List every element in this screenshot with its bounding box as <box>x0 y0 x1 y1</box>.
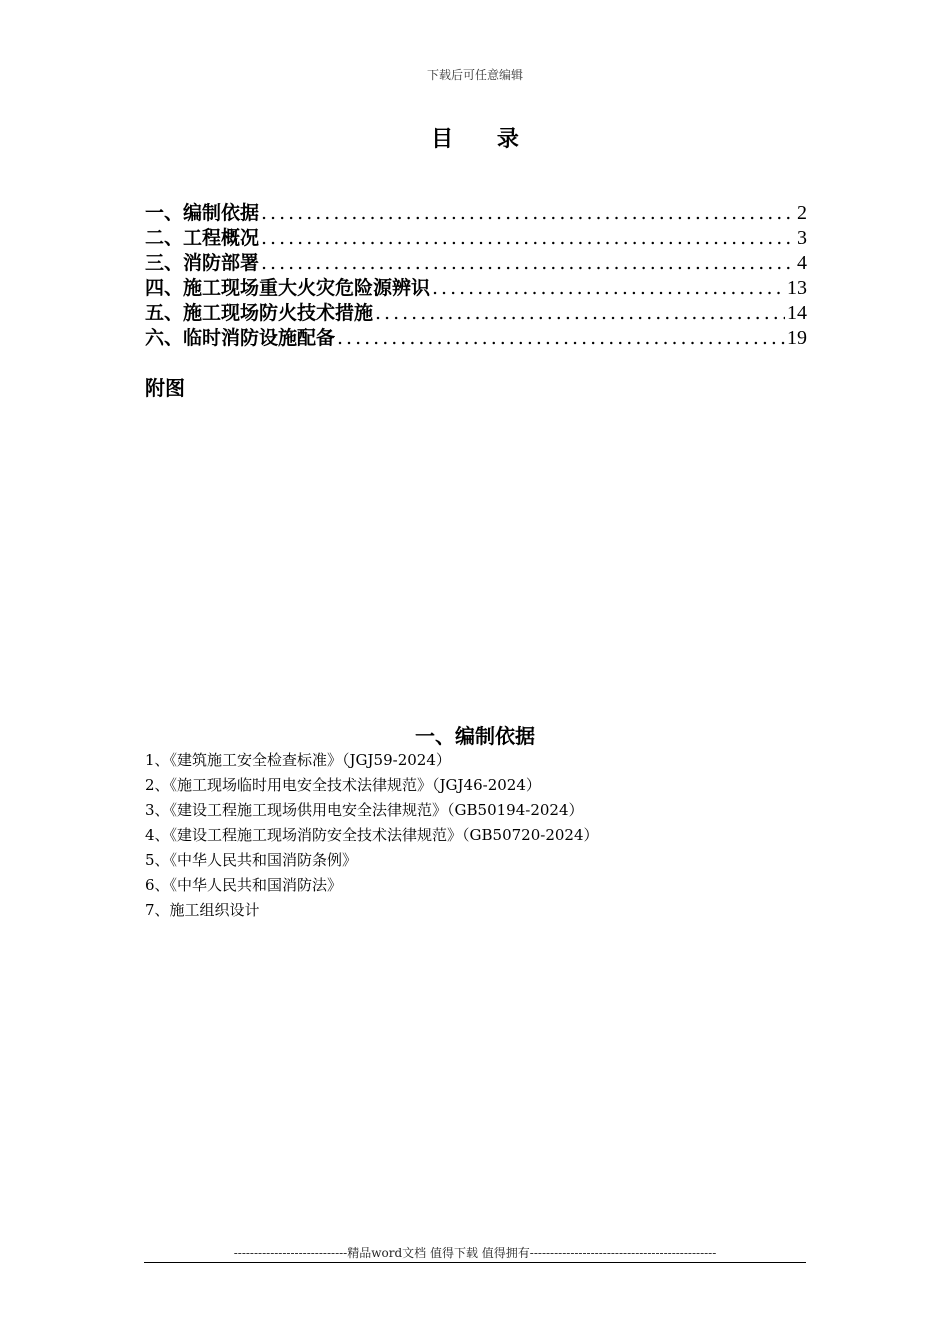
list-item: 3、《建设工程施工现场供用电安全法律规范》（GB50194-2024） <box>145 801 584 819</box>
toc-entry-page: 13 <box>787 277 807 299</box>
toc-entry[interactable] <box>145 298 807 323</box>
toc-leader-dots <box>375 302 785 324</box>
toc-entry-page: 14 <box>787 302 807 324</box>
appendix-heading: 附图 <box>145 376 185 400</box>
list-item: 1、《建筑施工安全检查标准》（JGJ59-2024） <box>145 751 451 769</box>
toc-entry[interactable] <box>145 273 807 298</box>
toc-entry[interactable] <box>145 223 807 248</box>
list-item: 4、《建设工程施工现场消防安全技术法律规范》（GB50720-2024） <box>145 826 599 844</box>
toc-entry[interactable] <box>145 198 807 223</box>
list-item: 6、《中华人民共和国消防法》 <box>145 876 343 894</box>
toc-title: 目 录 <box>431 126 537 152</box>
toc-leader-dots <box>261 202 795 224</box>
list-item: 5、《中华人民共和国消防条例》 <box>145 851 358 869</box>
toc-entry-page: 2 <box>797 202 807 224</box>
toc-entry-label: 二、工程概况 <box>145 227 260 249</box>
toc-leader-dots <box>337 327 785 349</box>
basis-list <box>145 748 825 923</box>
table-of-contents <box>145 198 807 348</box>
footer-note: ----------------------------精品word文档 值得下载 值得拥有---------------------------------------------- <box>233 1246 717 1260</box>
toc-leader-dots <box>261 227 795 249</box>
toc-entry-label: 六、临时消防设施配备 <box>145 327 336 349</box>
list-item: 7、施工组织设计 <box>145 901 260 919</box>
toc-entry-label: 一、编制依据 <box>145 202 260 224</box>
section-title: 一、编制依据 <box>415 724 535 748</box>
toc-leader-dots <box>261 252 795 274</box>
toc-entry[interactable] <box>145 248 807 273</box>
toc-leader-dots <box>432 277 785 299</box>
toc-entry-label: 四、施工现场重大火灾危险源辨识 <box>145 277 431 299</box>
footer-divider <box>144 1262 806 1263</box>
toc-entry[interactable] <box>145 323 807 348</box>
toc-entry-page: 4 <box>797 252 807 274</box>
toc-entry-label: 三、消防部署 <box>145 252 260 274</box>
toc-entry-page: 3 <box>797 227 807 249</box>
header-note: 下载后可任意编辑 <box>426 68 523 82</box>
toc-entry-label: 五、施工现场防火技术措施 <box>145 302 374 324</box>
toc-entry-page: 19 <box>787 327 807 349</box>
list-item: 2、《施工现场临时用电安全技术法律规范》（JGJ46-2024） <box>145 776 541 794</box>
